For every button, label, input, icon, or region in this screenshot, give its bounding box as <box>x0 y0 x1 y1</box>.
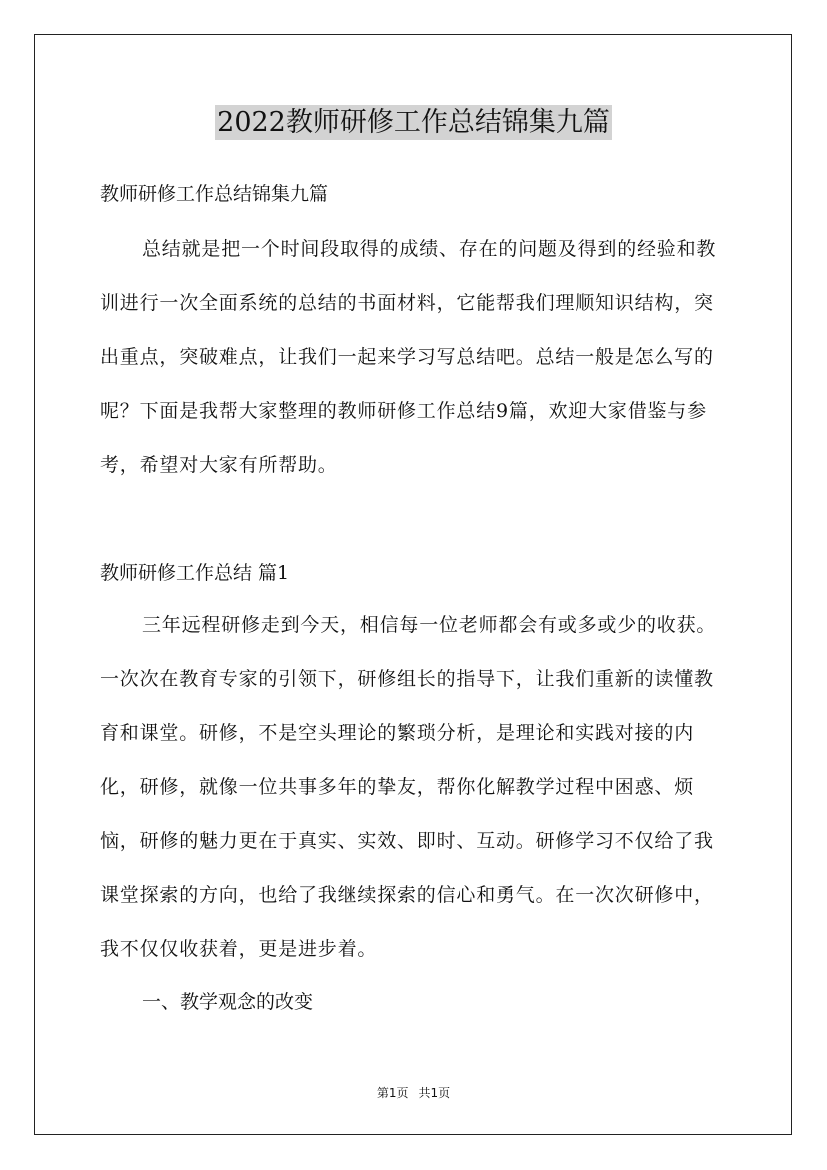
document-title <box>0 100 827 139</box>
intro-paragraph: 总结就是把一个时间段取得的成绩、存在的问题及得到的经验和教训进行一次全面系统的总结的书面材料，它能帮我们理顺知识结构，突出重点，突破难点，让我们一起来学习写总结吧。总结一般是怎么写的呢？下面是我帮大家整理的教师研修工作总结9篇，欢迎大家借鉴与参考，希望对大家有所帮助。 <box>100 238 717 476</box>
document-title-text: 2022教师研修工作总结锦集九篇 <box>217 107 610 138</box>
section-paragraph: 三年远程研修走到今天，相信每一位老师都会有或多或少的收获。一次次在教育专家的引领下，研修组长的指导下，让我们重新的读懂教育和课堂。研修，不是空头理论的繁琐分析，是理论和实践对接的内化，研修，就像一位共事多年的挚友，帮你化解教学过程中困惑、烦恼，研修的魅力更在于真实、实效、即时、互动。研修学习不仅给了我课堂探索的方向，也给了我继续探索的信心和勇气。在一次次研修中，我不仅仅收获着，更是进步着。 <box>100 614 717 960</box>
section-title: 教师研修工作总结 篇1 <box>100 562 290 584</box>
document-subtitle: 教师研修工作总结锦集九篇 <box>100 183 329 205</box>
page-footer <box>0 1084 827 1101</box>
page-total: 共1页 <box>418 1086 451 1100</box>
page-number: 第1页 <box>376 1086 409 1100</box>
heading-1: 一、教学观念的改变 <box>142 991 314 1013</box>
